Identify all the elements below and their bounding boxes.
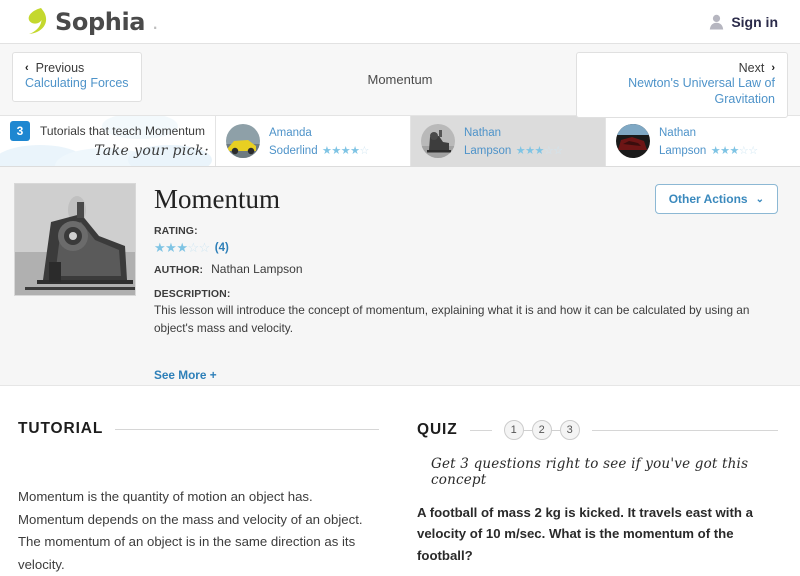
tutorial-author-last-1: Lampson <box>464 145 512 157</box>
tutorial-author-last-0: Soderlind <box>269 145 318 157</box>
tutorial-selector-heading <box>0 116 215 166</box>
lesson-rating <box>154 238 778 257</box>
quiz-column <box>417 420 778 576</box>
content-columns <box>0 386 800 576</box>
lesson-rating-stars: ★★★☆☆ <box>154 240 210 256</box>
quiz-step-3[interactable]: 3 <box>560 420 580 440</box>
tutorial-thumbnail-2 <box>616 124 650 158</box>
quiz-step-2[interactable]: 2 <box>532 420 552 440</box>
steam-locomotive-photo-icon <box>15 184 135 295</box>
quiz-rule-left <box>470 430 492 431</box>
person-icon <box>709 14 724 30</box>
tutorial-count-badge: 3 <box>10 121 30 141</box>
tutorial-selector-strip <box>0 116 800 167</box>
quiz-step-link-2 <box>552 430 560 431</box>
tutorial-column <box>18 420 379 576</box>
red-car-thumbnail-icon <box>616 124 650 158</box>
lesson-cover-image <box>14 183 136 296</box>
next-lesson-title: Newton's Universal Law of Gravitation <box>628 76 775 106</box>
sophia-leaf-icon <box>24 7 48 37</box>
tutorial-thumbnail-0 <box>226 124 260 158</box>
next-label: Next <box>738 61 765 75</box>
tutorial-section-header <box>18 420 379 438</box>
tutorial-card-1[interactable] <box>410 116 605 166</box>
previous-lesson-button[interactable] <box>12 52 142 102</box>
other-actions-label: Other Actions <box>668 192 748 206</box>
tutorial-card-2[interactable] <box>605 116 800 166</box>
take-your-pick-label: Take your pick: <box>94 143 209 159</box>
tutorial-author-last-2: Lampson <box>659 145 707 157</box>
author-name: Nathan Lampson <box>211 262 303 277</box>
tutorial-rating-stars-0: ★★★★☆ <box>322 145 369 157</box>
rating-label: RATING: <box>154 225 198 238</box>
lesson-description: This lesson will introduce the concept of momentum, explaining what it is and how it can be calculated by using an object's mass and velocity. <box>154 303 750 336</box>
brand-logo[interactable] <box>24 7 158 37</box>
quiz-tagline: Get 3 questions right to see if you've got this concept <box>431 456 749 488</box>
lesson-title: Momentum <box>154 184 280 214</box>
tutorial-heading-rule <box>115 429 379 430</box>
yellow-car-thumbnail-icon <box>226 124 260 158</box>
site-header <box>0 0 800 44</box>
previous-lesson-title: Calculating Forces <box>25 76 129 91</box>
tutorial-author-meta-2 <box>659 123 758 159</box>
tutorial-count-text: Tutorials that teach Momentum <box>40 124 205 138</box>
quiz-question-text: A football of mass 2 kg is kicked. It travels east with a velocity of 10 m/sec. What is the momentum of the football? <box>417 505 753 563</box>
quiz-rule-right <box>592 430 778 431</box>
lesson-navbar <box>0 44 800 116</box>
tutorial-card-0[interactable] <box>215 116 410 166</box>
current-lesson-title: Momentum <box>367 72 433 87</box>
quiz-step-link-1 <box>524 430 532 431</box>
tutorial-body-text: Momentum is the quantity of motion an object has. Momentum depends on the mass and velocity of an object. The momentum of an object is in the same direction as its velocity. <box>18 489 363 573</box>
previous-label: Previous <box>35 61 85 75</box>
steam-train-thumbnail-icon <box>421 124 455 158</box>
tutorial-author-first-1: Nathan <box>464 127 502 139</box>
tutorial-heading: TUTORIAL <box>18 420 104 437</box>
brand-dot: . <box>152 8 159 34</box>
quiz-step-indicator <box>504 420 580 440</box>
sign-in-button[interactable] <box>709 14 778 30</box>
tutorial-thumbnail-1 <box>421 124 455 158</box>
sign-in-label: Sign in <box>731 13 778 30</box>
chevron-right-icon: › <box>771 61 775 74</box>
see-more-link[interactable]: See More + <box>154 367 217 382</box>
lesson-author-row <box>154 262 778 276</box>
tutorial-author-meta-0 <box>269 123 369 159</box>
chevron-left-icon: ‹ <box>25 61 29 74</box>
previous-label-row <box>25 60 129 76</box>
rating-count: (4) <box>214 241 229 254</box>
description-label: DESCRIPTION: <box>154 288 231 301</box>
tutorial-rating-stars-1: ★★★☆☆ <box>515 145 563 157</box>
next-lesson-button[interactable] <box>576 52 788 118</box>
chevron-down-icon: ⌄ <box>755 193 764 205</box>
tutorial-author-first-0: Amanda <box>269 127 312 139</box>
quiz-step-1[interactable]: 1 <box>504 420 524 440</box>
quiz-heading: QUIZ <box>417 421 458 438</box>
quiz-section-header <box>417 420 778 440</box>
tutorial-author-first-2: Nathan <box>659 127 697 139</box>
tutorial-author-meta-1 <box>464 123 563 159</box>
other-actions-button[interactable] <box>655 184 778 214</box>
next-label-row <box>589 60 775 76</box>
tutorial-rating-stars-2: ★★★☆☆ <box>710 145 758 157</box>
lesson-detail-card <box>0 167 800 386</box>
author-label: AUTHOR: <box>154 264 204 277</box>
brand-name: Sophia <box>55 7 146 36</box>
